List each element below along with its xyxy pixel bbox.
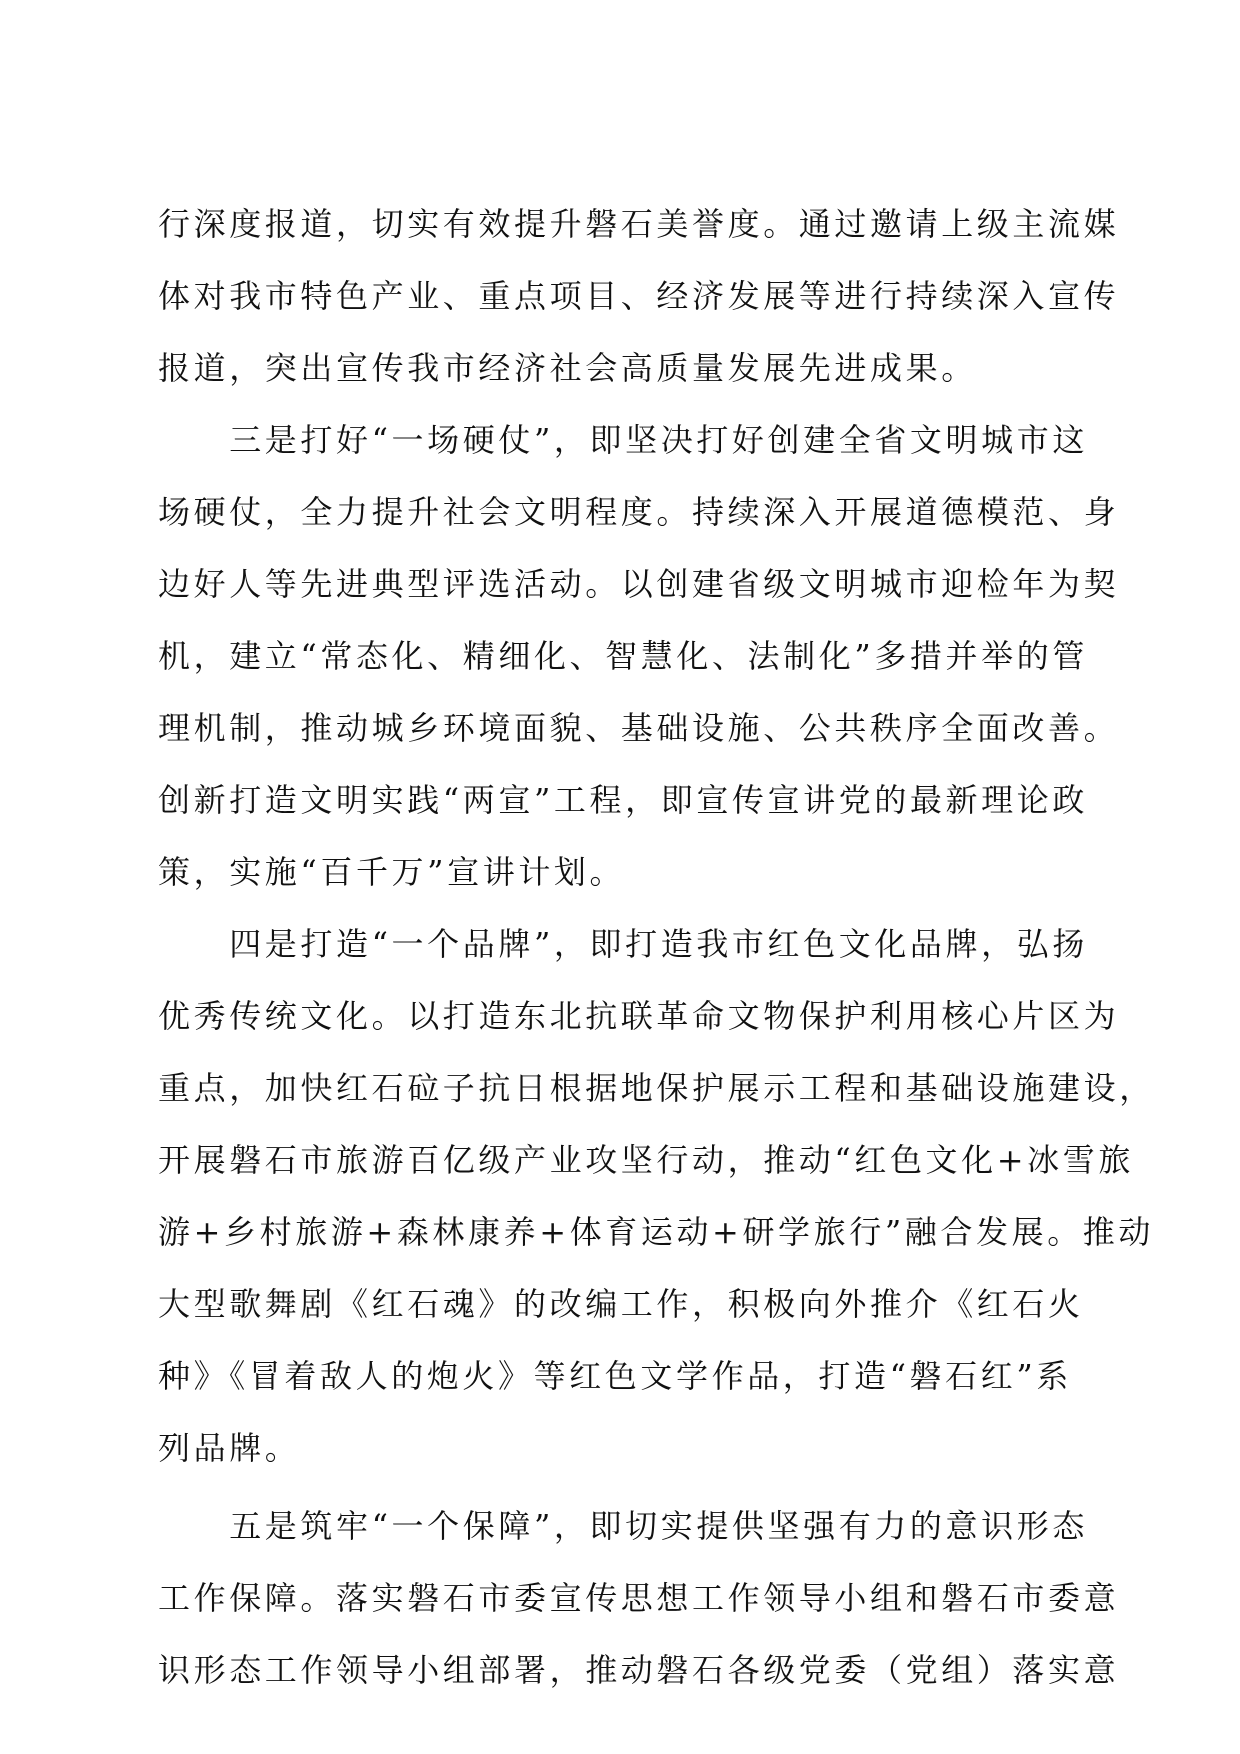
text-line: 创新打造文明实践“两宣”工程，即宣传宣讲党的最新理论政 (158, 781, 1088, 819)
text-line: 游+乡村旅游+森林康养+体育运动+研学旅行”融合发展。推动 (158, 1213, 1155, 1251)
text-line: 大型歌舞剧《红石魂》的改编工作，积极向外推介《红石火 (158, 1285, 1084, 1323)
text-line: 机，建立“常态化、精细化、智慧化、法制化”多措并举的管 (158, 637, 1088, 675)
text-line: 体对我市特色产业、重点项目、经济发展等进行持续深入宣传 (158, 277, 1120, 315)
text-line: 场硬仗，全力提升社会文明程度。持续深入开展道德模范、身 (158, 493, 1120, 531)
paragraph-start-line: 五是筑牢“一个保障”，即切实提供坚强有力的意识形态 (158, 1507, 1088, 1545)
text-line: 重点，加快红石砬子抗日根据地保护展示工程和基础设施建设， (158, 1069, 1155, 1107)
text-line: 开展磐石市旅游百亿级产业攻坚行动，推动“红色文化+冰雪旅 (158, 1141, 1134, 1179)
text-line: 行深度报道，切实有效提升磐石美誉度。通过邀请上级主流媒 (158, 205, 1120, 243)
paragraph-start-line: 三是打好“一场硬仗”，即坚决打好创建全省文明城市这 (158, 421, 1088, 459)
text-line: 种》《冒着敌人的炮火》等红色文学作品，打造“磐石红”系 (158, 1357, 1072, 1395)
text-line: 理机制，推动城乡环境面貌、基础设施、公共秩序全面改善。 (158, 709, 1120, 747)
text-line: 列品牌。 (158, 1429, 301, 1467)
document-body (158, 188, 1155, 1706)
text-line: 策，实施“百千万”宣讲计划。 (158, 853, 626, 891)
text-line: 工作保障。落实磐石市委宣传思想工作领导小组和磐石市委意 (158, 1579, 1120, 1617)
paragraph-start-line: 四是打造“一个品牌”，即打造我市红色文化品牌，弘扬 (158, 925, 1088, 963)
text-line: 识形态工作领导小组部署，推动磐石各级党委（党组）落实意 (158, 1651, 1120, 1689)
text-line: 优秀传统文化。以打造东北抗联革命文物保护利用核心片区为 (158, 997, 1120, 1035)
text-line: 报道，突出宣传我市经济社会高质量发展先进成果。 (158, 349, 977, 387)
text-line: 边好人等先进典型评选活动。以创建省级文明城市迎检年为契 (158, 565, 1120, 603)
